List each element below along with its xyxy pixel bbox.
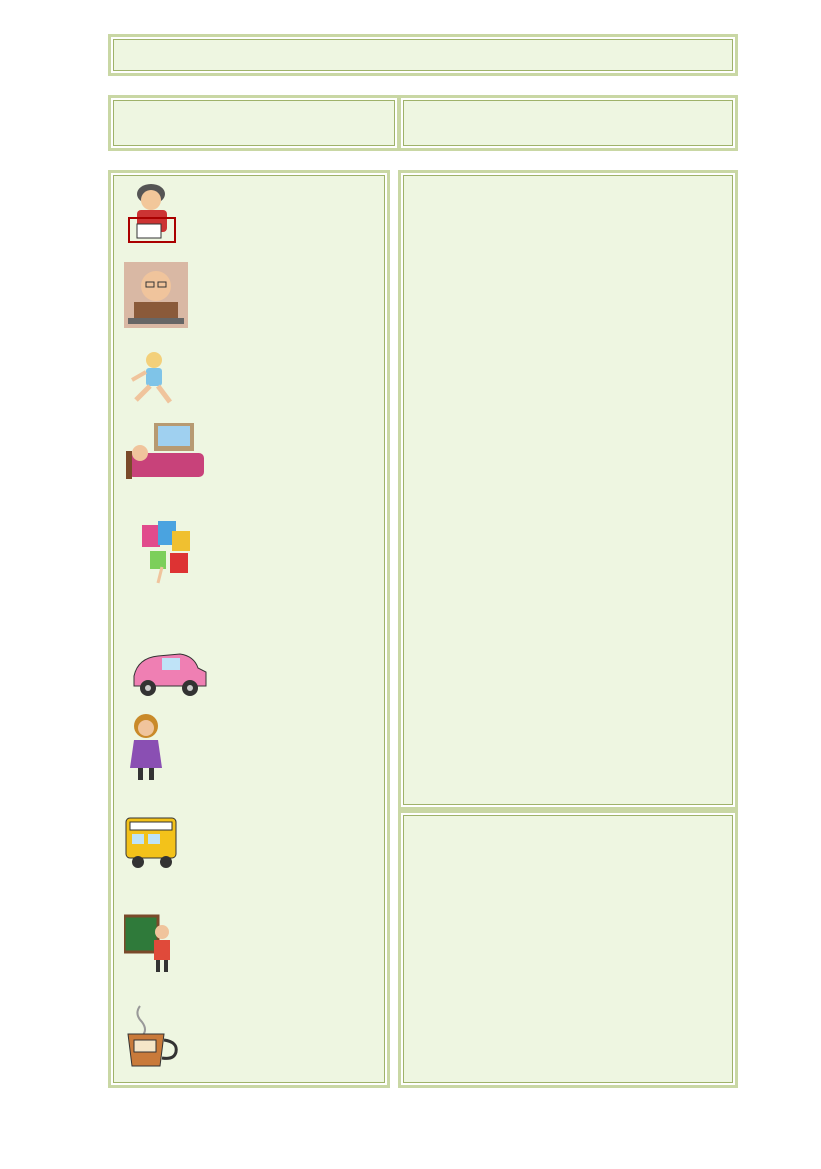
title-box bbox=[108, 34, 738, 76]
running-boy-image bbox=[124, 350, 182, 408]
sick-in-bed-image bbox=[124, 423, 208, 481]
school-bus-image bbox=[124, 812, 178, 872]
shopping-bags-image bbox=[136, 517, 196, 585]
teacher-blackboard-image bbox=[124, 910, 180, 974]
pink-car-image bbox=[128, 638, 210, 700]
remember-panel bbox=[398, 810, 738, 1088]
student-cartoon-image bbox=[125, 180, 180, 246]
anita-girl-image bbox=[124, 712, 168, 782]
quantifier-exercise-panel bbox=[398, 170, 738, 810]
instruction-right bbox=[401, 114, 735, 150]
instruction-box-left bbox=[108, 95, 400, 151]
tea-mug-image bbox=[124, 1004, 182, 1070]
peter-eating-image bbox=[124, 262, 188, 328]
instruction-box-right bbox=[398, 95, 738, 151]
instruction-left bbox=[111, 114, 397, 150]
